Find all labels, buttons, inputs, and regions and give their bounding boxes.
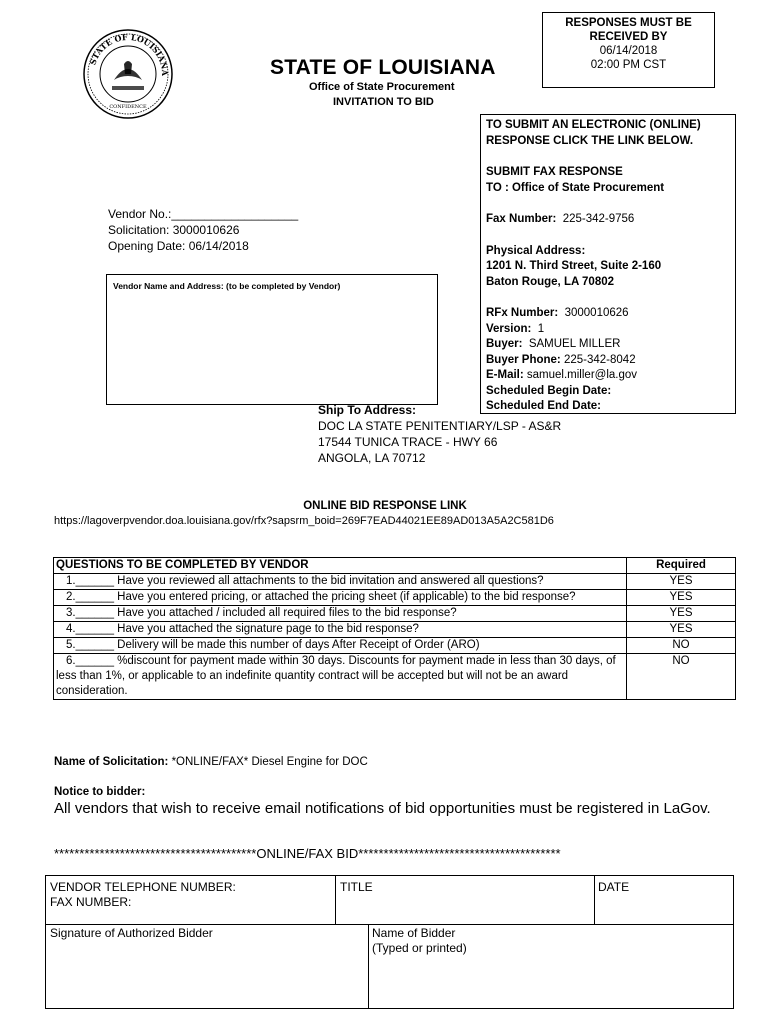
question-number-field[interactable]: 5.______ (66, 639, 114, 651)
online-bid-title: ONLINE BID RESPONSE LINK (303, 500, 467, 512)
question-text: Have you attached the signature page to the bid response? (113, 623, 419, 635)
online-fax-bid-separator: ****************************************ONLINE/FAX BID**************************************** (54, 846, 561, 861)
signature-field[interactable] (50, 926, 213, 941)
typed-printed-label: (Typed or printed) (372, 941, 467, 955)
svg-text:CONFIDENCE: CONFIDENCE (109, 104, 147, 110)
table-row (54, 622, 736, 638)
table-header-row (54, 558, 736, 574)
opening-date: Opening Date: 06/14/2018 (108, 239, 249, 253)
office-name: Office of State Procurement (309, 81, 455, 93)
table-row (54, 638, 736, 654)
scheduled-begin-date: Scheduled Begin Date: (486, 384, 612, 397)
solicitation-name (54, 756, 368, 768)
ship-to-line1: DOC LA STATE PENITENTIARY/LSP - AS&R (318, 419, 562, 433)
table-row (54, 654, 736, 700)
fax-label: Fax Number: (486, 213, 557, 225)
version-value: 1 (537, 322, 545, 335)
buyer-label: Buyer: (486, 338, 523, 350)
date-label: DATE (598, 880, 630, 894)
table-row (54, 606, 736, 622)
vendor-phone-field[interactable] (50, 880, 236, 910)
question-text: Have you reviewed all attachments to the bid invitation and answered all questions? (113, 575, 544, 587)
fax-number-label: FAX NUMBER: (50, 895, 132, 909)
vendor-questions-table (53, 557, 736, 700)
question-number-field[interactable]: 1.______ (66, 575, 114, 587)
notice-label: Notice to bidder: (54, 786, 146, 798)
document-type: INVITATION TO BID (333, 96, 434, 108)
vendor-telephone-label: VENDOR TELEPHONE NUMBER: (50, 880, 236, 894)
vendor-name-address-field[interactable] (106, 274, 438, 405)
required-value: YES (627, 590, 736, 606)
buyer (486, 337, 730, 353)
solicitation-number: Solicitation: 3000010626 (108, 223, 240, 237)
notice-text: All vendors that wish to receive email notifications of bid opportunities must be registered in LaGov. (54, 800, 711, 817)
physical-address-line1: 1201 N. Third Street, Suite 2-160 (486, 260, 662, 272)
svg-text:STATE OF LOUISIANA: STATE OF LOUISIANA (87, 31, 171, 76)
deadline-line2: RECEIVED BY (589, 31, 668, 43)
rfx-number (486, 306, 730, 322)
buyer-phone (486, 353, 730, 369)
question-number-field[interactable]: 3.______ (66, 607, 114, 619)
bidder-name-label: Name of Bidder (372, 926, 456, 940)
rfx-value: 3000010626 (564, 307, 629, 319)
question-number-field[interactable]: 6.______ (66, 655, 114, 667)
required-value: NO (627, 638, 736, 654)
required-value: YES (627, 574, 736, 590)
buyer-email (486, 368, 730, 384)
vendor-name-address-label: Vendor Name and Address: (to be completed by Vendor) (113, 281, 341, 291)
vendor-signature-block (45, 875, 734, 1009)
questions-header: QUESTIONS TO BE COMPLETED BY VENDOR (54, 558, 627, 574)
table-row (54, 574, 736, 590)
deadline-line1: RESPONSES MUST BE (565, 17, 692, 29)
page-title: STATE OF LOUISIANA (270, 56, 496, 79)
email-label: E-Mail: (486, 369, 524, 381)
deadline-date: 06/14/2018 (599, 45, 658, 57)
date-field[interactable] (598, 880, 629, 895)
version-label: Version: (486, 322, 532, 335)
question-text: Have you entered pricing, or attached the pricing sheet (if applicable) to the bid response? (113, 591, 576, 603)
buyer-value: SAMUEL MILLER (528, 338, 621, 350)
electronic-line2: RESPONSE CLICK THE LINK BELOW. (486, 134, 694, 147)
vendor-number: Vendor No.:___________________ (108, 207, 299, 221)
buyer-phone-label: Buyer Phone: (486, 353, 561, 366)
online-bid-link[interactable]: https://lagoverpvendor.doa.louisiana.gov/rfx?sapsrm_boid=269F7EAD44021EE89AD013A5A2C581D6 (54, 515, 554, 527)
title-field[interactable] (340, 880, 373, 895)
physical-address-label: Physical Address: (486, 244, 586, 257)
solicitation-name-label: Name of Solicitation: (54, 756, 169, 768)
email-value[interactable]: samuel.miller@la.gov (526, 369, 638, 381)
vendor-info (108, 206, 298, 254)
question-text: Delivery will be made this number of days After Receipt of Order (ARO) (113, 639, 480, 651)
response-deadline-box (542, 12, 715, 88)
signature-label: Signature of Authorized Bidder (50, 926, 213, 940)
ship-to-line3: ANGOLA, LA 70712 (318, 451, 426, 465)
table-row (54, 590, 736, 606)
buyer-phone-value: 225-342-8042 (563, 353, 636, 366)
question-number-field[interactable]: 2.______ (66, 591, 114, 603)
fax-response-line1: SUBMIT FAX RESPONSE (486, 166, 623, 178)
scheduled-end-date: Scheduled End Date: (486, 400, 602, 412)
required-value: NO (627, 654, 736, 700)
title-label: TITLE (340, 880, 373, 894)
required-value: YES (627, 622, 736, 638)
deadline-time: 02:00 PM CST (590, 59, 667, 71)
state-seal-logo (82, 28, 174, 120)
question-number-field[interactable]: 4.______ (66, 623, 114, 635)
question-text: Have you attached / included all required files to the bid response? (113, 607, 457, 619)
bidder-name-field[interactable] (372, 926, 467, 956)
ship-to-address (318, 402, 561, 466)
electronic-line1: TO SUBMIT AN ELECTRONIC (ONLINE) (486, 119, 701, 131)
rfx-label: RFx Number: (486, 307, 559, 319)
required-header: Required (627, 558, 736, 574)
version (486, 322, 730, 338)
ship-to-label: Ship To Address: (318, 403, 417, 417)
question-text: %discount for payment made within 30 days. Discounts for payment made in less than 30 days, of less than 1%, or applicable to an indefinite quantity contract will be accepted but will not be an award consideration. (56, 655, 616, 697)
solicitation-name-value: *ONLINE/FAX* Diesel Engine for DOC (171, 756, 368, 768)
ship-to-line2: 17544 TUNICA TRACE - HWY 66 (318, 435, 498, 449)
fax-value: 225-342-9756 (562, 213, 635, 225)
required-value: YES (627, 606, 736, 622)
submission-info-box (480, 114, 736, 414)
fax-response-line2: TO : Office of State Procurement (486, 181, 665, 194)
physical-address-line2: Baton Rouge, LA 70802 (486, 275, 615, 288)
fax-number (486, 212, 730, 228)
